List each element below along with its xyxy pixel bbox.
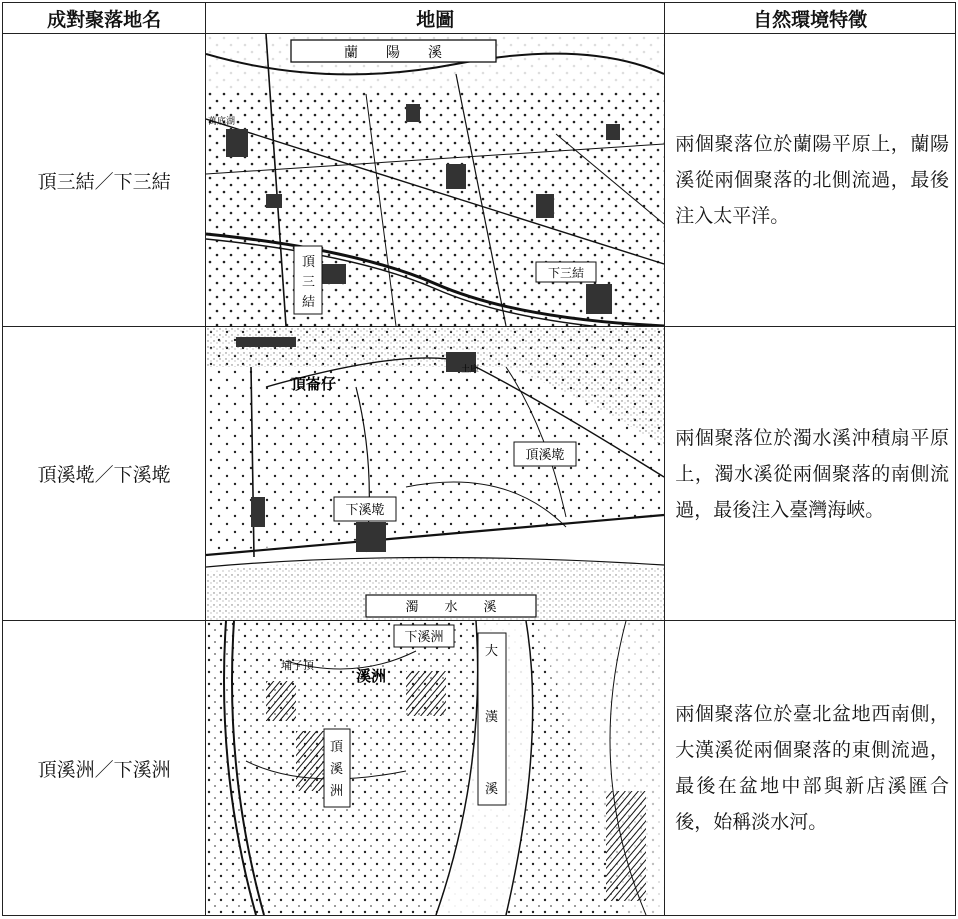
table-row [3, 327, 956, 621]
map-river-label: 大漢溪 [485, 644, 499, 797]
table-row [3, 621, 956, 916]
header-map: 地圖 [206, 3, 665, 34]
map-cell [206, 327, 665, 621]
map-lower-label: 下溪墘 [345, 503, 385, 518]
header-features: 自然環境特徵 [665, 3, 956, 34]
map-lower-label: 下溪洲 [404, 630, 444, 645]
map-river-label: 蘭 陽 溪 [344, 45, 443, 61]
settlement-name: 頂溪洲／下溪洲 [3, 621, 206, 916]
map-minor-label: 溪洲 [356, 667, 387, 685]
settlement-name: 頂三結／下三結 [3, 34, 206, 327]
settlement-name: 頂溪墘／下溪墘 [3, 327, 206, 621]
map-cell [206, 621, 665, 916]
map-lanyang [206, 34, 664, 326]
feature-description: 兩個聚落位於臺北盆地西南側，大漢溪從兩個聚落的東側流過，最後在盆地中部與新店溪匯合後，始稱淡水河。 [665, 621, 956, 916]
map-zhuoshui [206, 327, 664, 620]
table-row [3, 34, 956, 327]
map-upper-label: 頂溪墘 [525, 448, 565, 463]
map-minor-label: 萬底湖 [208, 117, 236, 127]
map-river-label: 濁 水 溪 [405, 600, 497, 615]
map-dahan [206, 621, 664, 915]
header-name: 成對聚落地名 [3, 3, 206, 34]
feature-description: 兩個聚落位於濁水溪沖積扇平原上，濁水溪從兩個聚落的南側流過，最後注入臺灣海峽。 [665, 327, 956, 621]
settlement-table [2, 2, 956, 916]
map-cell [206, 34, 665, 327]
map-lower-label: 下三結 [548, 266, 585, 280]
feature-description: 兩個聚落位於蘭陽平原上，蘭陽溪從兩個聚落的北側流過，最後注入太平洋。 [665, 34, 956, 327]
map-minor-label: 頂崙仔 [291, 375, 337, 393]
header-row [3, 3, 956, 34]
map-upper-label: 頂三結 [302, 255, 316, 310]
map-upper-label: 頂溪洲 [330, 740, 344, 799]
map-minor2-label: 埔子頂 [281, 659, 315, 672]
map-minor2-label: 土庫 [461, 365, 480, 375]
